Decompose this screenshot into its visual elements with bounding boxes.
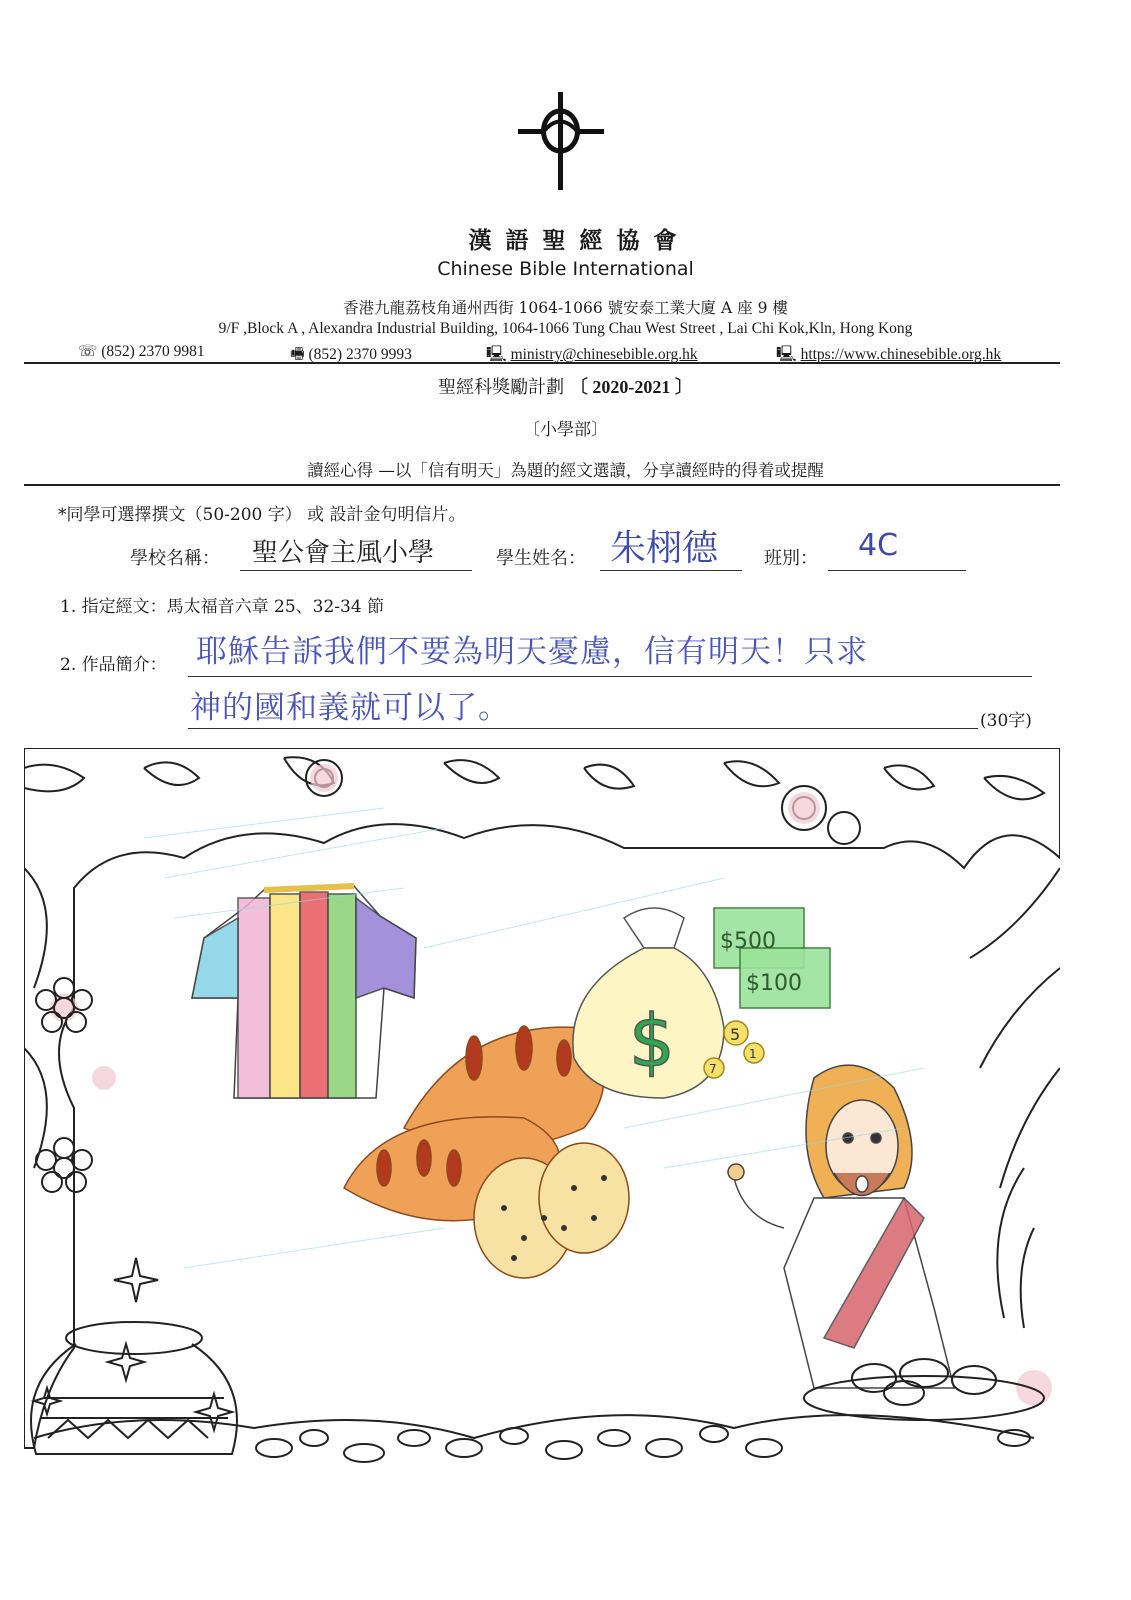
postcard-drawing [24, 748, 1060, 1480]
fax-row [290, 342, 412, 369]
jesus-figure [728, 1065, 954, 1388]
website-row [776, 342, 1001, 369]
org-name-zh: 漢語聖經協會 [468, 227, 691, 254]
summary-underline-1 [188, 676, 1032, 677]
clay-pot [31, 1322, 237, 1454]
coin-5: 5 [730, 1025, 741, 1044]
contact-row [78, 342, 205, 361]
cash-notes [714, 908, 830, 1008]
header-divider [24, 362, 1060, 364]
school-underline [240, 570, 472, 571]
program-year: 〔 2020-2021 〕 [569, 377, 693, 397]
phone-icon: ☏ [78, 343, 102, 360]
coin-7: 7 [709, 1062, 717, 1076]
student-label: 學生姓名： [496, 548, 586, 569]
sparkle-icon [34, 1258, 232, 1430]
class-underline [828, 570, 966, 571]
coin-1: 1 [749, 1047, 757, 1061]
email-icon: 🖳 [486, 346, 511, 363]
program-name: 聖經科獎勵計劃 [438, 377, 565, 398]
designated-scripture: 1. 指定經文：馬太福音六章 25、32-34 節 [60, 597, 385, 617]
school-label: 學校名稱： [130, 548, 220, 569]
address-zh: 香港九龍荔枝角通州西街 1064-1066 號安泰工業大廈 A 座 9 樓 [343, 299, 788, 317]
summary-line-2: 神的國和義就可以了。 [190, 690, 510, 726]
student-underline [600, 570, 742, 571]
student-value: 朱栩德 [610, 528, 719, 569]
school-value: 聖公會主風小學 [252, 538, 435, 568]
fax-number: (852) 2370 9993 [308, 346, 412, 363]
summary-underline-2 [188, 728, 978, 729]
org-name-en: Chinese Bible International [437, 258, 694, 280]
class-value: 4C [858, 528, 899, 563]
email-link[interactable]: ministry@chinesebible.org.hk [510, 346, 698, 363]
rainbow-robe [192, 886, 416, 1098]
phone-number: (852) 2370 9981 [101, 343, 205, 360]
address-en: 9/F ,Block A , Alexandra Industrial Building, 1064-1066 Tung Chau West Street , Lai Chi Kok,Kln, Hong Kong [218, 320, 913, 337]
word-count: (30字) [980, 711, 1032, 731]
note-100: $100 [746, 971, 802, 996]
note-500: $500 [720, 929, 776, 954]
dollar-sign: $ [629, 999, 675, 1083]
theme-divider [24, 484, 1060, 486]
website-icon: 🖳 [776, 346, 801, 363]
class-label: 班別： [764, 548, 818, 569]
option-note: *同學可選擇撰文（50-200 字） 或 設計金句明信片。 [58, 505, 466, 525]
summary-line-1: 耶穌告訴我們不要為明天憂慮，信有明天！只求 [196, 634, 868, 670]
fax-icon: 🖷 [290, 346, 309, 363]
summary-label: 2. 作品簡介： [60, 655, 167, 675]
cbi-cross-logo-icon [518, 92, 604, 190]
email-row [486, 342, 698, 369]
theme-title: 讀經心得 —以「信有明天」為題的經文選讀，分享讀經時的得着或提醒 [307, 461, 824, 480]
division-title: 〔小學部〕 [523, 420, 608, 440]
website-link[interactable]: https://www.chinesebible.org.hk [800, 346, 1002, 363]
program-title [0, 373, 1131, 399]
money-bag-icon [573, 908, 724, 1098]
